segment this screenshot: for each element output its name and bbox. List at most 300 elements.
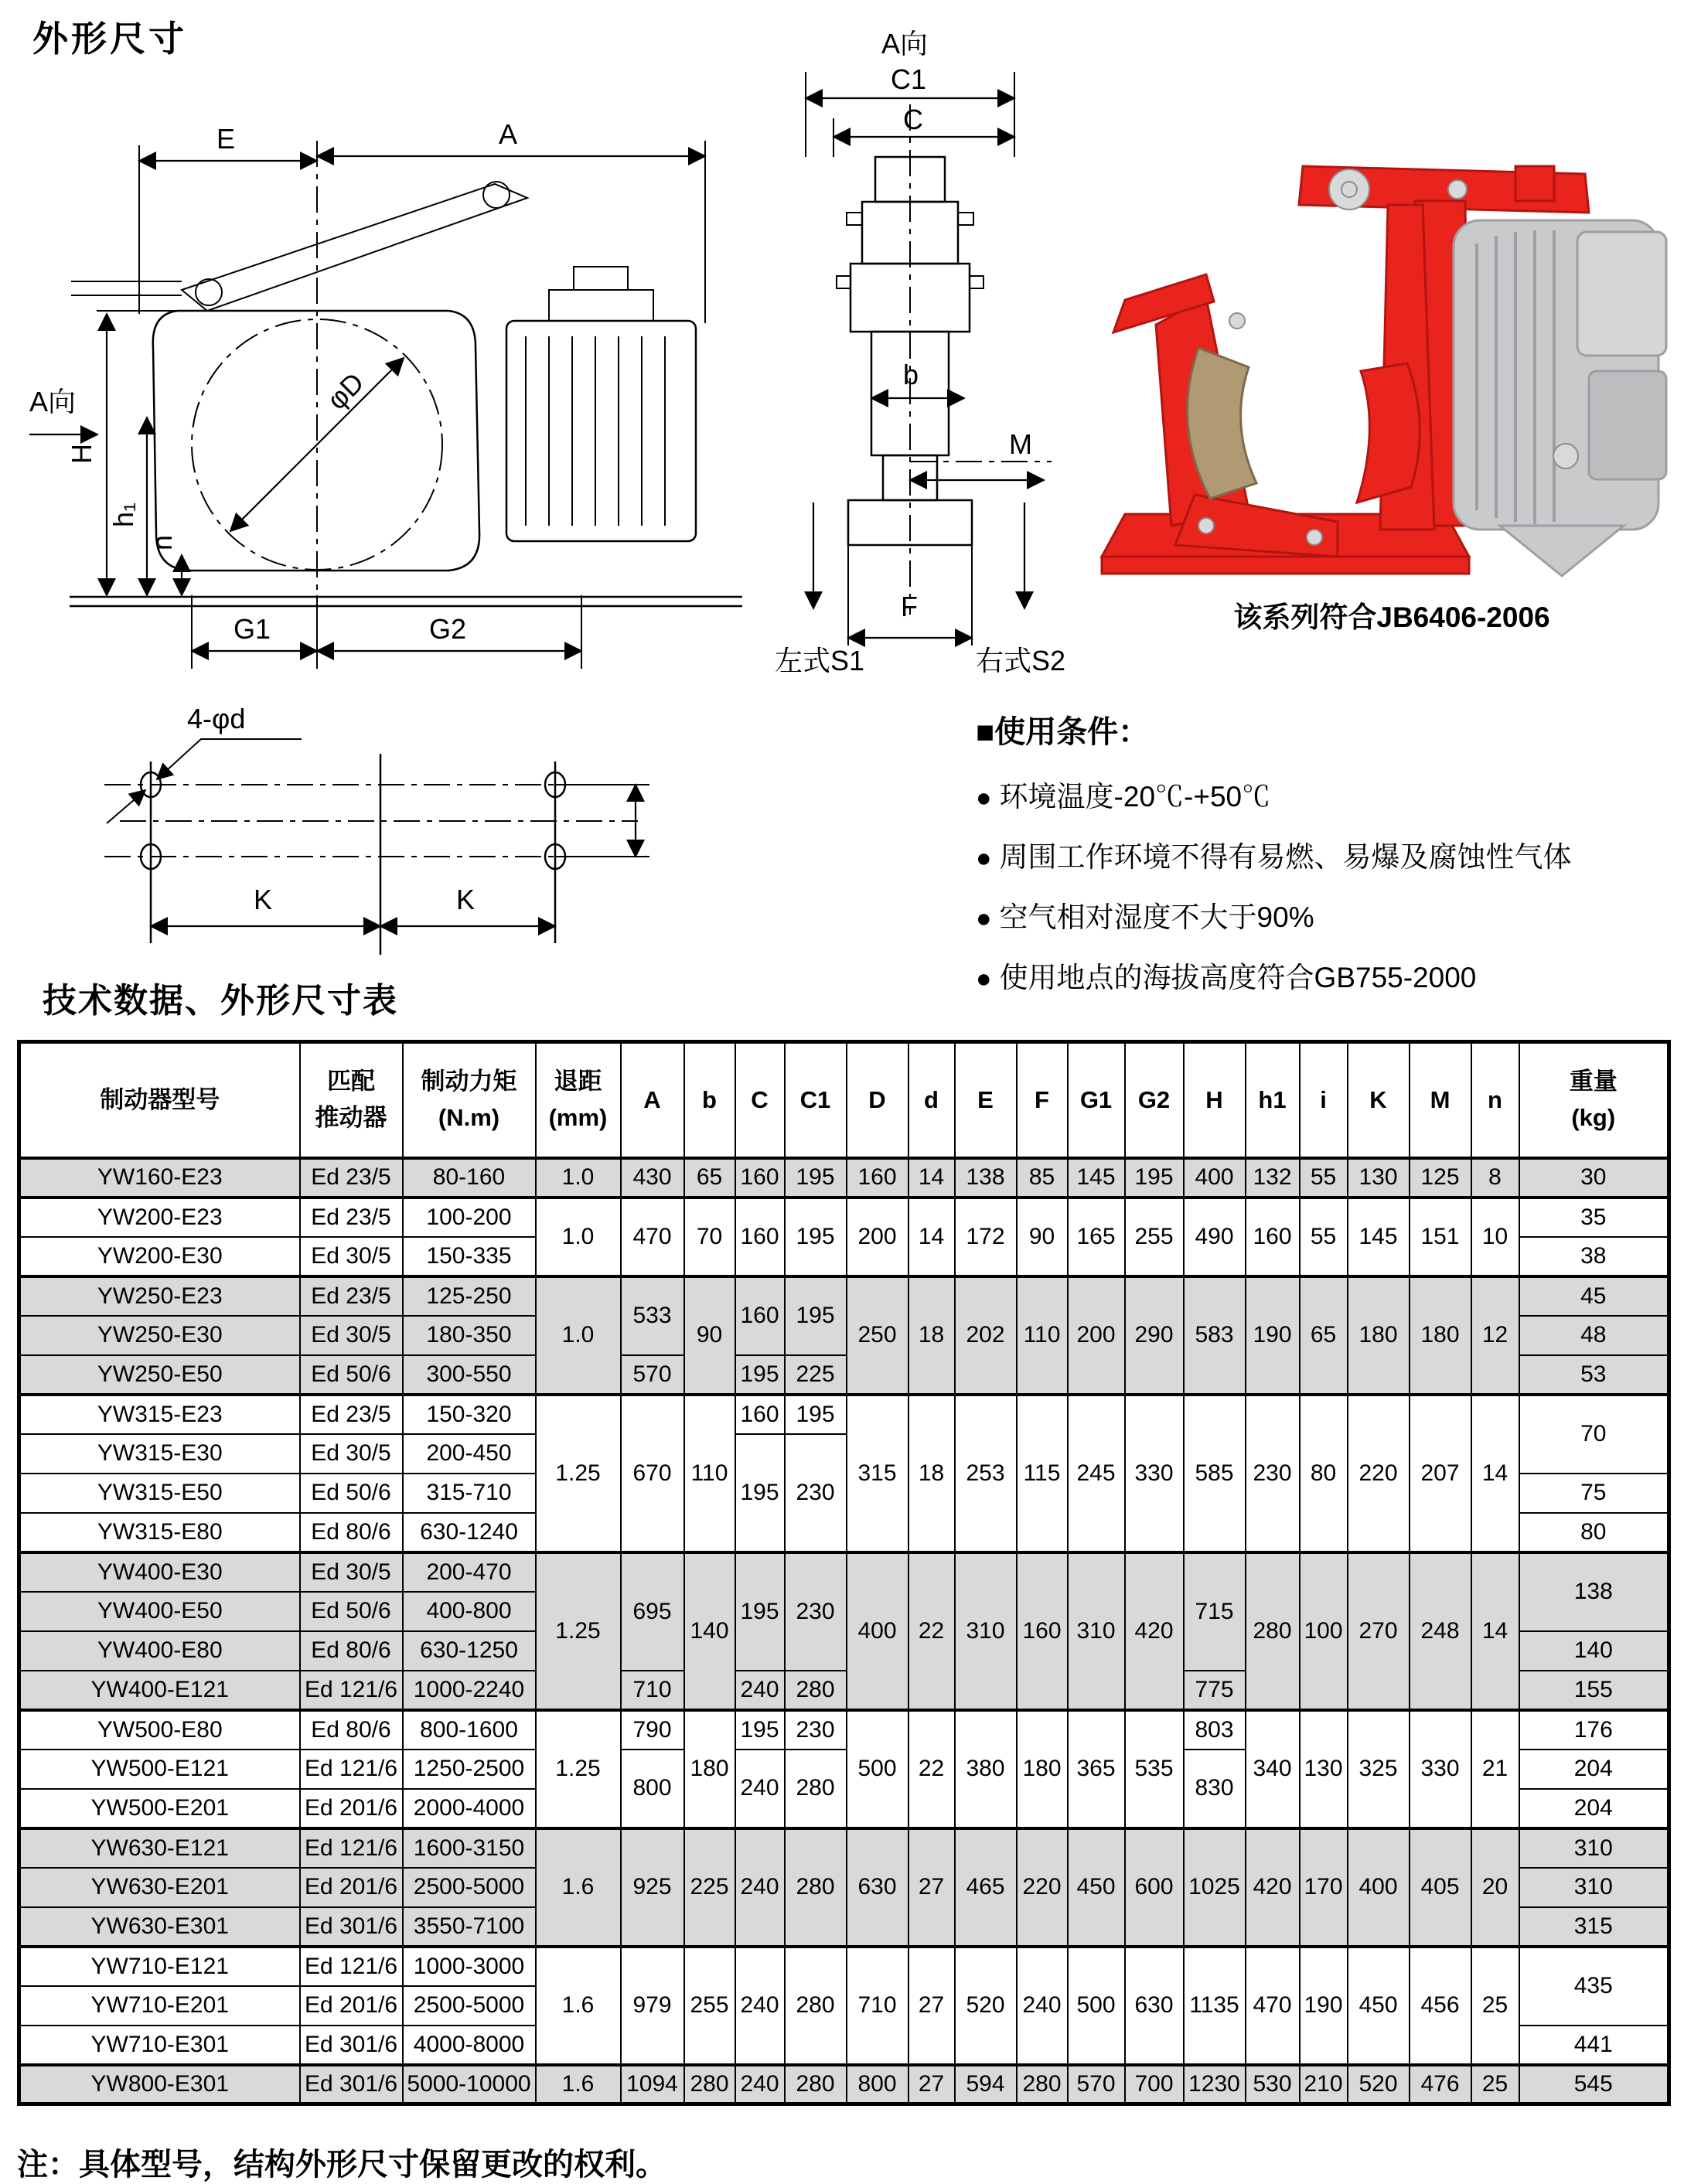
table-cell: 180: [1348, 1276, 1410, 1395]
table-cell: 35: [1519, 1198, 1669, 1237]
table-cell: 310: [955, 1552, 1017, 1710]
view-direction-label: A向: [881, 28, 929, 60]
table-cell: 245: [1068, 1395, 1125, 1552]
table-cell: 150-335: [403, 1237, 536, 1276]
table-cell: 160: [735, 1276, 785, 1355]
table-cell: 200: [1068, 1276, 1125, 1395]
table-cell: 400-800: [403, 1592, 536, 1631]
table-cell: 230: [785, 1710, 847, 1750]
col-header: 退距 (mm): [536, 1042, 621, 1158]
footnote: 注：具体型号，结构外形尺寸保留更改的权利。: [17, 2148, 666, 2182]
table-cell: 12: [1471, 1276, 1519, 1395]
table-cell: 630-1250: [403, 1631, 536, 1671]
table-cell: 1600-3150: [403, 1828, 536, 1868]
table-cell: 195: [735, 1710, 785, 1750]
table-cell: 48: [1519, 1316, 1669, 1355]
table-cell: Ed 30/5: [300, 1237, 403, 1276]
table-cell: 570: [1068, 2065, 1125, 2104]
table-cell: YW200-E30: [19, 1237, 300, 1276]
table-cell: 465: [955, 1828, 1017, 1947]
condition-item: [976, 773, 1683, 815]
table-cell: 280: [785, 1671, 847, 1710]
col-header: h1: [1246, 1042, 1300, 1158]
table-cell: Ed 23/5: [300, 1395, 403, 1434]
table-cell: YW250-E23: [19, 1276, 300, 1316]
table-cell: YW630-E301: [19, 1907, 300, 1947]
table-cell: 280: [1246, 1552, 1300, 1710]
table-cell: 315: [1519, 1907, 1669, 1947]
table-cell: 14: [1471, 1552, 1519, 1710]
table-cell: 1230: [1184, 2065, 1246, 2104]
condition-text: 空气相对湿度不大于90%: [999, 901, 1314, 933]
table-cell: 325: [1348, 1710, 1410, 1828]
table-cell: 130: [1348, 1158, 1410, 1198]
condition-item: [976, 894, 1683, 935]
table-cell: 340: [1246, 1710, 1300, 1828]
table-cell: 530: [1246, 2065, 1300, 2104]
table-cell: 140: [684, 1552, 735, 1710]
table-cell: 14: [908, 1198, 955, 1276]
table-cell: 100: [1300, 1552, 1348, 1710]
spec-table: [17, 1040, 1671, 2106]
table-cell: 18: [908, 1395, 955, 1552]
table-cell: 25: [1471, 2065, 1519, 2104]
table-cell: YW400-E80: [19, 1631, 300, 1671]
table-cell: YW400-E30: [19, 1552, 300, 1592]
table-cell: 240: [735, 1947, 785, 2065]
table-cell: 130: [1300, 1710, 1348, 1828]
table-cell: 800: [621, 1750, 684, 1828]
table-cell: 204: [1519, 1789, 1669, 1828]
col-header: i: [1300, 1042, 1348, 1158]
table-cell: 270: [1348, 1552, 1410, 1710]
table-cell: Ed 50/6: [300, 1474, 403, 1513]
condition-text: 周围工作环境不得有易燃、易爆及腐蚀性气体: [999, 841, 1572, 873]
table-cell: 803: [1184, 1710, 1246, 1750]
table-cell: YW710-E301: [19, 2026, 300, 2065]
table-cell: 248: [1410, 1552, 1471, 1710]
table-cell: 405: [1410, 1828, 1471, 1947]
table-cell: 195: [785, 1198, 847, 1276]
table-cell: 775: [1184, 1671, 1246, 1710]
table-cell: 300-550: [403, 1355, 536, 1395]
table-cell: 255: [1125, 1198, 1184, 1276]
table-cell: 800: [847, 2065, 908, 2104]
table-cell: 53: [1519, 1355, 1669, 1395]
table-cell: 160: [1246, 1198, 1300, 1276]
table-cell: 500: [1068, 1947, 1125, 2065]
col-header: D: [847, 1042, 908, 1158]
dim-A: A: [499, 118, 518, 150]
table-cell: 535: [1125, 1710, 1184, 1828]
table-cell: 207: [1410, 1395, 1471, 1552]
table-cell: 190: [1300, 1947, 1348, 2065]
col-header: 制动器型号: [19, 1042, 300, 1158]
table-cell: Ed 201/6: [300, 1986, 403, 2026]
table-cell: 1000-3000: [403, 1947, 536, 1986]
table-cell: 1135: [1184, 1947, 1246, 2065]
dim-K: K: [254, 884, 273, 915]
table-cell: 400: [847, 1552, 908, 1710]
dim-H: H: [66, 444, 97, 464]
table-cell: 240: [735, 2065, 785, 2104]
table-row: [19, 1552, 1669, 1592]
table-cell: 1094: [621, 2065, 684, 2104]
dim-G2: G2: [429, 613, 467, 645]
table-cell: 710: [621, 1671, 684, 1710]
table-cell: 310: [1068, 1552, 1125, 1710]
table-cell: 110: [1017, 1276, 1068, 1395]
table-cell: YW710-E121: [19, 1947, 300, 1986]
table-cell: 195: [735, 1552, 785, 1671]
table-cell: 30: [1519, 1158, 1669, 1198]
table-cell: 1.0: [536, 1276, 621, 1395]
bullet-icon: ●: [976, 904, 992, 933]
side-view-drawing: [23, 54, 789, 680]
table-cell: 25: [1471, 1947, 1519, 2065]
col-header: d: [908, 1042, 955, 1158]
table-cell: YW250-E30: [19, 1316, 300, 1355]
table-row: [19, 1198, 1669, 1237]
table-cell: 85: [1017, 1158, 1068, 1198]
table-cell: 140: [1519, 1631, 1669, 1671]
dim-C1: C1: [891, 63, 927, 95]
table-cell: 1.0: [536, 1198, 621, 1276]
col-header: G1: [1068, 1042, 1125, 1158]
dim-b: b: [903, 359, 919, 390]
col-header: 匹配 推动器: [300, 1042, 403, 1158]
col-header: n: [1471, 1042, 1519, 1158]
table-cell: 80: [1300, 1395, 1348, 1552]
table-cell: 138: [1519, 1552, 1669, 1631]
table-cell: 630-1240: [403, 1513, 536, 1552]
table-cell: 280: [1017, 2065, 1068, 2104]
table-cell: 195: [1125, 1158, 1184, 1198]
table-row: [19, 1158, 1669, 1198]
table-cell: 630: [1125, 1947, 1184, 2065]
table-cell: 1.6: [536, 1828, 621, 1947]
table-cell: 830: [1184, 1750, 1246, 1828]
table-cell: Ed 50/6: [300, 1355, 403, 1395]
dim-h1: h₁: [107, 502, 139, 527]
table-cell: 700: [1125, 2065, 1184, 2104]
table-cell: 21: [1471, 1710, 1519, 1828]
table-cell: Ed 121/6: [300, 1750, 403, 1789]
table-cell: 450: [1348, 1947, 1410, 2065]
table-cell: 27: [908, 1947, 955, 2065]
table-cell: 280: [785, 1750, 847, 1828]
table-cell: YW315-E23: [19, 1395, 300, 1434]
dim-C: C: [903, 104, 923, 135]
table-cell: 160: [1017, 1552, 1068, 1710]
table-cell: 18: [908, 1276, 955, 1395]
table-cell: 1.25: [536, 1552, 621, 1710]
table-cell: 150-320: [403, 1395, 536, 1434]
table-cell: 441: [1519, 2026, 1669, 2065]
table-cell: 70: [684, 1198, 735, 1276]
table-cell: YW710-E201: [19, 1986, 300, 2026]
table-cell: 520: [955, 1947, 1017, 2065]
table-cell: 585: [1184, 1395, 1246, 1552]
table-cell: 132: [1246, 1158, 1300, 1198]
bullet-icon: ●: [976, 843, 992, 873]
table-cell: 400: [1184, 1158, 1246, 1198]
table-cell: 456: [1410, 1947, 1471, 2065]
table-cell: 75: [1519, 1474, 1669, 1513]
table-cell: 290: [1125, 1276, 1184, 1395]
table-cell: 165: [1068, 1198, 1125, 1276]
table-cell: 27: [908, 2065, 955, 2104]
dim-phiD: φD: [320, 366, 370, 416]
table-cell: 600: [1125, 1828, 1184, 1947]
table-cell: 476: [1410, 2065, 1471, 2104]
table-cell: 490: [1184, 1198, 1246, 1276]
table-cell: 1000-2240: [403, 1671, 536, 1710]
table-cell: Ed 23/5: [300, 1158, 403, 1198]
table-cell: Ed 23/5: [300, 1276, 403, 1316]
table-cell: 520: [1348, 2065, 1410, 2104]
table-cell: 570: [621, 1355, 684, 1395]
table-cell: 253: [955, 1395, 1017, 1552]
table-cell: 200: [847, 1198, 908, 1276]
table-cell: YW200-E23: [19, 1198, 300, 1237]
table-cell: 430: [621, 1158, 684, 1198]
table-cell: 979: [621, 1947, 684, 2065]
table-cell: Ed 80/6: [300, 1631, 403, 1671]
table-cell: Ed 80/6: [300, 1513, 403, 1552]
table-cell: YW630-E201: [19, 1868, 300, 1907]
table-cell: YW315-E80: [19, 1513, 300, 1552]
table-cell: 330: [1410, 1710, 1471, 1828]
table-cell: 90: [684, 1276, 735, 1395]
col-header: E: [955, 1042, 1017, 1158]
table-cell: 80-160: [403, 1158, 536, 1198]
table-cell: 70: [1519, 1395, 1669, 1474]
table-cell: 125-250: [403, 1276, 536, 1316]
table-cell: 4000-8000: [403, 2026, 536, 2065]
table-cell: 240: [735, 1671, 785, 1710]
col-header: C1: [785, 1042, 847, 1158]
table-cell: 195: [785, 1276, 847, 1355]
table-cell: 195: [785, 1158, 847, 1198]
table-cell: 180: [1410, 1276, 1471, 1395]
table-cell: 1.6: [536, 1947, 621, 2065]
col-header: G2: [1125, 1042, 1184, 1158]
table-cell: 1.6: [536, 2065, 621, 2104]
table-cell: 160: [847, 1158, 908, 1198]
page-title: 外形尺寸: [32, 19, 187, 59]
table-cell: 230: [785, 1434, 847, 1552]
table-cell: 240: [735, 1828, 785, 1947]
table-cell: YW315-E30: [19, 1434, 300, 1474]
table-cell: 380: [955, 1710, 1017, 1828]
condition-item: [976, 833, 1683, 875]
table-cell: 22: [908, 1710, 955, 1828]
left-type-label: 左式S1: [775, 645, 865, 676]
photo-caption: 该系列符合JB6406-2006: [1233, 601, 1550, 633]
table-cell: 800-1600: [403, 1710, 536, 1750]
table-cell: 1025: [1184, 1828, 1246, 1947]
table-cell: Ed 301/6: [300, 1907, 403, 1947]
table-cell: 1.0: [536, 1158, 621, 1198]
table-section-title: 技术数据、外形尺寸表: [43, 982, 398, 1020]
table-cell: 195: [735, 1434, 785, 1552]
table-cell: 1250-2500: [403, 1750, 536, 1789]
bolt-hole-label: 4-φd: [187, 703, 246, 734]
table-cell: 255: [684, 1947, 735, 2065]
table-cell: 180: [1017, 1710, 1068, 1828]
header-row: [19, 1042, 1669, 1158]
table-cell: 170: [1300, 1828, 1348, 1947]
table-cell: Ed 121/6: [300, 1671, 403, 1710]
table-cell: 2500-5000: [403, 1986, 536, 2026]
table-cell: 225: [684, 1828, 735, 1947]
table-cell: 80: [1519, 1513, 1669, 1552]
table-cell: 435: [1519, 1947, 1669, 2026]
table-cell: Ed 121/6: [300, 1947, 403, 1986]
front-view-drawing: [773, 27, 1067, 684]
table-cell: YW500-E80: [19, 1710, 300, 1750]
table-cell: YW400-E121: [19, 1671, 300, 1710]
table-cell: 204: [1519, 1750, 1669, 1789]
table-cell: 14: [908, 1158, 955, 1198]
table-cell: 533: [621, 1276, 684, 1355]
usage-conditions: [976, 707, 1683, 1014]
table-cell: 160: [735, 1198, 785, 1276]
table-cell: Ed 301/6: [300, 2065, 403, 2104]
col-header: F: [1017, 1042, 1068, 1158]
dim-G1: G1: [234, 613, 271, 645]
table-cell: 100-200: [403, 1198, 536, 1237]
table-cell: 315: [847, 1395, 908, 1552]
table-cell: 45: [1519, 1276, 1669, 1316]
table-cell: 420: [1246, 1828, 1300, 1947]
col-header: H: [1184, 1042, 1246, 1158]
table-cell: 695: [621, 1552, 684, 1671]
table-cell: 160: [735, 1158, 785, 1198]
view-direction-label: A向: [29, 386, 77, 417]
table-cell: Ed 23/5: [300, 1198, 403, 1237]
table-row: [19, 1710, 1669, 1750]
table-cell: Ed 301/6: [300, 2026, 403, 2065]
table-cell: 330: [1125, 1395, 1184, 1552]
table-cell: 55: [1300, 1198, 1348, 1276]
table-cell: 225: [785, 1355, 847, 1395]
table-cell: 790: [621, 1710, 684, 1750]
table-cell: Ed 50/6: [300, 1592, 403, 1631]
conditions-title: ■使用条件：: [976, 715, 1150, 749]
table-cell: 38: [1519, 1237, 1669, 1276]
table-cell: Ed 30/5: [300, 1552, 403, 1592]
table-cell: 670: [621, 1395, 684, 1552]
table-cell: 125: [1410, 1158, 1471, 1198]
table-cell: 65: [684, 1158, 735, 1198]
table-cell: 8: [1471, 1158, 1519, 1198]
table-cell: 545: [1519, 2065, 1669, 2104]
table-cell: 280: [785, 2065, 847, 2104]
table-cell: 710: [847, 1947, 908, 2065]
product-photo: [1082, 93, 1670, 588]
col-header: K: [1348, 1042, 1410, 1158]
table-cell: 202: [955, 1276, 1017, 1395]
table-cell: 180: [684, 1710, 735, 1828]
col-header: C: [735, 1042, 785, 1158]
table-cell: 5000-10000: [403, 2065, 536, 2104]
table-cell: Ed 30/5: [300, 1434, 403, 1474]
table-cell: 55: [1300, 1158, 1348, 1198]
table-cell: 14: [1471, 1395, 1519, 1552]
table-cell: 220: [1348, 1395, 1410, 1552]
table-cell: 470: [621, 1198, 684, 1276]
col-header: 重量 (kg): [1519, 1042, 1669, 1158]
table-cell: 145: [1068, 1158, 1125, 1198]
table-row: [19, 1395, 1669, 1434]
col-header: M: [1410, 1042, 1471, 1158]
bullet-icon: ●: [976, 783, 992, 813]
col-header: b: [684, 1042, 735, 1158]
table-cell: 195: [785, 1395, 847, 1434]
col-header: A: [621, 1042, 684, 1158]
table-cell: 1.25: [536, 1710, 621, 1828]
table-cell: 925: [621, 1828, 684, 1947]
table-cell: Ed 201/6: [300, 1868, 403, 1907]
dim-F: F: [901, 591, 918, 622]
dim-M: M: [1009, 428, 1032, 460]
table-cell: YW630-E121: [19, 1828, 300, 1868]
table-cell: 27: [908, 1828, 955, 1947]
table-cell: 500: [847, 1710, 908, 1828]
table-cell: 280: [785, 1828, 847, 1947]
table-row: [19, 1828, 1669, 1868]
table-cell: 180-350: [403, 1316, 536, 1355]
table-cell: YW250-E50: [19, 1355, 300, 1395]
table-cell: 115: [1017, 1395, 1068, 1552]
table-cell: 594: [955, 2065, 1017, 2104]
dim-n: n: [146, 534, 178, 550]
table-cell: 230: [785, 1552, 847, 1671]
table-cell: 420: [1125, 1552, 1184, 1710]
table-cell: 310: [1519, 1868, 1669, 1907]
table-cell: 138: [955, 1158, 1017, 1198]
dim-K: K: [456, 884, 476, 915]
table-cell: 2000-4000: [403, 1789, 536, 1828]
table-cell: 230: [1246, 1395, 1300, 1552]
table-cell: 365: [1068, 1710, 1125, 1828]
table-cell: 2500-5000: [403, 1868, 536, 1907]
table-cell: YW500-E121: [19, 1750, 300, 1789]
table-cell: Ed 121/6: [300, 1828, 403, 1868]
mounting-plan-drawing: [77, 680, 680, 982]
table-cell: YW500-E201: [19, 1789, 300, 1828]
table-cell: 200-470: [403, 1552, 536, 1592]
table-cell: 715: [1184, 1552, 1246, 1671]
table-cell: 160: [735, 1395, 785, 1434]
table-cell: 400: [1348, 1828, 1410, 1947]
table-cell: 110: [684, 1395, 735, 1552]
table-cell: 200-450: [403, 1434, 536, 1474]
table-cell: 190: [1246, 1276, 1300, 1395]
table-cell: 280: [785, 1947, 847, 2065]
table-row: [19, 1947, 1669, 1986]
table-cell: 280: [684, 2065, 735, 2104]
condition-text: 环境温度-20℃-+50℃: [999, 781, 1271, 813]
table-cell: YW315-E50: [19, 1474, 300, 1513]
right-type-label: 右式S2: [976, 645, 1066, 676]
table-cell: 240: [735, 1750, 785, 1828]
condition-text: 使用地点的海拔高度符合GB755-2000: [999, 962, 1477, 993]
table-row: [19, 1276, 1669, 1316]
dim-E: E: [216, 123, 236, 155]
